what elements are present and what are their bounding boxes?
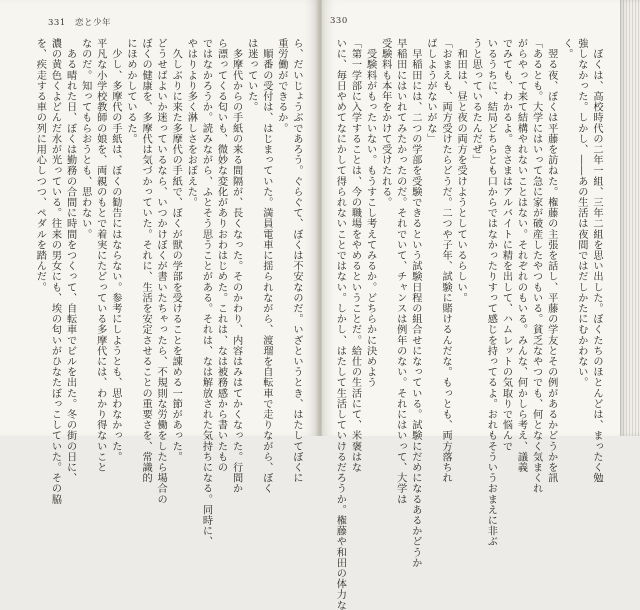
text-column: どうせばよいか迷っているなら、いつかけぼくが書いたちゃったら、不規則な労働をしたら場合の xyxy=(155,38,167,505)
right-page-number: 330 xyxy=(330,16,348,26)
text-column: ぼくの健康を、多摩代は気づかっていた。それに、生活を安定させることの重要さを、常識的 xyxy=(140,38,152,484)
text-column: は迷っていた。 xyxy=(245,38,257,113)
text-column: く。 xyxy=(560,38,572,60)
text-column: ら、だいじょうぶであろう。ぐらぐて、ぼくは不安なのだ。いざというとき、はたしてぼくに xyxy=(291,38,302,484)
text-column: うと思っているたんだぜ」 xyxy=(470,38,482,166)
page-edge-stack xyxy=(620,0,640,436)
text-column: 「あるとも。大学にはいって急に家が破産したやつもいる。貧乏なやつでも、何となく気まくれ xyxy=(530,38,542,494)
text-column: 久しぶりに来た多摩代の手紙で、ぼくが獣の学部を受けることを諌める一節があった。 xyxy=(170,38,182,462)
text-column: 受験料がもったいない。もうすこし考えてみるか。どちらかに決めよう xyxy=(364,38,376,388)
left-page-number: 331 xyxy=(48,18,66,28)
text-column: でみても、わかるよ。きさまはアルバイトに精を出して、ハムレットの気取りで悩んで xyxy=(500,38,512,452)
text-column: 翌る夜、ぼくは平藤を訪ねた。権藤の主張を話し、平藤の学友とその例があるかどうかを訊 xyxy=(545,38,557,484)
text-column: 重労働ができるか。 xyxy=(275,38,287,134)
text-column: がらやって来て結構やれないことはない。それぞれのもいる。みんな、何かしら考え、議義 xyxy=(515,38,527,473)
text-column: いるうちに、結局どちらとも口からではなかったりすって感じを持ってるよ。おれもそういうおまえに非ぶ xyxy=(485,38,497,547)
text-column: 受験料も本年をかけて受けたれる。 xyxy=(379,38,391,208)
text-column: ではなかろうか。読みながら、ふとそう思うことがある。それは、なは解放された気持ちになる。同時に、 xyxy=(200,38,212,547)
left-page-header xyxy=(48,16,111,28)
text-column: ある晴れた日、ぼくは勤務の合間に時間をつくって、自転車でビルを出た。冬の街の日に、 xyxy=(64,38,76,484)
text-column: やはりより多く淋しさをおぼえた。 xyxy=(185,38,197,208)
right-page-header xyxy=(330,16,354,26)
text-column: ぼくは、高校時代の二年一組、三年二組を思い出した。ぼくたちのほとんどは、まったく勉 xyxy=(591,38,602,484)
text-column: 「第一学部に入学することは、今の職場をやめるということだ。給仕の生活にて、米褒はな xyxy=(349,38,361,473)
text-column: にほめかしているた。 xyxy=(124,38,136,144)
right-page-body xyxy=(334,38,604,610)
text-column: 早稲田にはいれてみたかったのだ。それでいて、チャンスは例年のない。それにはいって、大学は xyxy=(394,38,406,505)
text-column: 平凡な小学校教師の娘を、両親のもとで着実にたどっている多摩代には、わかり得ないこと xyxy=(94,38,106,473)
left-page xyxy=(0,0,318,547)
left-page-body xyxy=(30,38,304,547)
text-column: なのだ。知ってもらおうとも、思わない。 xyxy=(79,38,91,240)
text-column: を、疾走する車の列に用心しつつ、ペダルを踏んだ。 xyxy=(34,38,46,293)
right-page xyxy=(322,0,640,610)
text-column: 「おまえも、両方受けたらどうだ。二つや子年、試験に賭けるんだな。もっとも、両方落ちれ xyxy=(440,38,452,484)
running-title: 恋と少年 xyxy=(74,18,111,28)
text-column: 少し、多摩代の手紙は、ぼくの勧告にはならない。参考にしようとも、思わなかった。 xyxy=(109,38,121,462)
text-column: ばしようがないがな」 xyxy=(424,38,436,144)
text-column: 強しなかった。しかし、――あの生活は夜間ではだしかたにむかわない。 xyxy=(575,38,587,388)
text-column: 早稲田には、二つの学部を受験できるという試験日程の組合せになっている。試験にだめになるあるかどうか xyxy=(409,38,421,568)
text-column: 多摩代からの手紙の来る間隔が、長くなった。そのかわり、内容はみはてかくなった。行間か xyxy=(230,38,242,494)
text-column: 和田は、昼と夜の両方を受けようとしているらしい。 xyxy=(455,38,467,303)
text-column: いに、毎日やめてなにかして得られないことではない。しかし、はたして生活していけるだろうか。権藤や和田の体力な xyxy=(334,38,346,610)
text-column: ら漂ってくる匂いも、微妙な変化がありおわはじめた。これは、なは被務感から書いたもの xyxy=(215,38,227,473)
text-column: 濃の黄色くよどんだ水が光っている。往来の男女にも、埃の匂いがひなたぼっこしていた。その脇 xyxy=(49,38,61,505)
text-column: 順番の受付は、はじまっていた。満員電車に揺られながら、渡瑠を自転車で走りながら、ぼく xyxy=(260,38,272,494)
